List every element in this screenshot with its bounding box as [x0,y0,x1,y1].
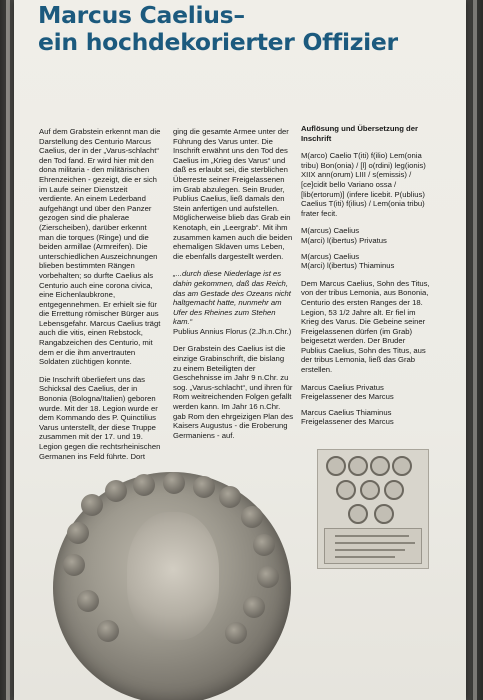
phalera-icon [336,480,356,500]
freedman-2-status: Freigelassener des Marcus [301,417,394,427]
right-rail [473,0,477,700]
title-line-1: Marcus Caelius– [38,1,245,29]
info-panel [14,0,466,700]
head-portrait [127,512,219,640]
inscription-heading: Auflösung und Übersetzung der Inschrift [301,124,419,143]
text-column-2 [173,127,294,448]
roman-medallion-image [53,472,291,700]
phalera-icon [370,456,390,476]
phalera-icon [348,456,368,476]
freedman-1-name: Marcus Caelius Privatus [301,382,384,392]
freedman-1-status: Freigelassener des Marcus [301,392,394,402]
latin-freedman-1-status: M(arci) l(ibertus) Privatus [301,235,387,245]
text-column-1 [39,127,161,469]
phalera-icon [384,480,404,500]
tombstone-drawing [317,449,429,569]
title-line-2: ein hochdekorierter Offizier [38,28,398,56]
latin-freedman-1-name: M(arcus) Caelius [301,226,360,236]
freedman-2-name: Marcus Caelius Thiaminus [301,407,392,417]
left-rail [6,0,10,700]
latin-inscription: M(arco) Caelio T(iti) f(ilio) Lem(onia tribu) Bon(onia) / [l] o(rdini) leg(ionis) XIIX ann(orum) LIII / s(emissis) / [ce]cidit bello Variano ossa / [lib(ertorum)] (infere licebit. P(ublius) Caelius T(iti) f(ilius) / Lem(onia tribu) frater fecit. [301,151,426,218]
text-column-3 [301,124,431,435]
phalera-icon [374,504,394,524]
col2-paragraph-2: Der Grabstein des Caelius ist die einzige Grabinschrift, die bislang zu einem Beteiligten der Geschehnisse im Jahr 9 n.Chr. zu sog. „Varus-schlacht“, und ihren für Rom weitreichenden Folgen gefallt werden kann. Im Jahr 16 n.Chr. gab Rom den ehrgeizigen Plan des Kaisers Augustus - die Eroberung Germaniens - auf. [173,344,294,440]
phalera-icon [348,504,368,524]
florus-quote: „...durch diese Niederlage ist es dahin gekommen, daß das Reich, das am Gestade des Ozeans nicht haltgemacht hatte, nunmehr am Ufer des Rheines zum Stehen kam.“ [173,269,291,327]
quote-author: Publius Annius Florus (2.Jh.n.Chr.) [173,326,292,336]
phalera-icon [326,456,346,476]
col1-paragraph-2: Die Inschrift überliefert uns das Schicksal des Caelius, der in Bononia (Bologna/Italien) geboren wurde. Mit der 18. Legion wurde er dem Kommando des P. Quinctilius Varus unterstellt, der diese Truppe zusammen mit der 17. und 19. Legion gegen die rechtsrheinischen Germanen ins Feld führte. Dort [39,374,161,461]
latin-freedman-2-name: M(arcus) Caelius [301,251,360,261]
phalera-icon [392,456,412,476]
inscription-plate [324,528,422,564]
phalera-icon [360,480,380,500]
col1-paragraph-1: Auf dem Grabstein erkennt man die Darstellung des Centurio Marcus Caelius, der in der „Varus-schlacht“ den Tod fand. Er wird hier mit den dona militaria - den militärischen Ehrenzeichen - gezeigt, die er sich im Laufe seiner Dienstzeit verdiente. An einem Lederband aufgehängt und über den Panzer gezogen sind die phalerae (Zierscheiben), darüber erkennt man die torques (Ringe) und die beiden armillae (Armreifen). Die unterschiedlichen Auszeichnungen blieben bestimmten Rängen vorbehalten; so durfte Caelius als Centurio auch eine corona civica, eine Eichenlaubkrone, entgegennehmen. Er erhielt sie für die Errettung römischer Bürger aus Lebensgefahr. Marcus Caelius trägt auch die vitis, einen Rebstock, Rangabzeichen des Centurio, mit dem er die ihm anvertrauten Soldaten züchtigen konnte. [39,127,161,367]
latin-freedman-2-status: M(arci) l(ibertus) Thiaminus [301,261,395,271]
german-translation: Dem Marcus Caelius, Sohn des Titus, von der tribus Lemonia, aus Bononia, Centurio des ersten Ranges der 18. Legion, 53 1/2 Jahre alt. Er fiel im Krieg des Varus. Die Gebeine seiner Freigelassenen dürfen (im Grab) beigesetzt werden. Der Bruder Publius Caelius, Sohn des Titus, aus der tribus Lemonia, ließ das Grab erstellen. [301,278,430,375]
page-title [38,2,448,56]
col2-paragraph-1: ging die gesamte Armee unter der Führung des Varus unter. Die Inschrift erwähnt uns den Tod des Caelius im „Krieg des Varus“ und daß es erlaubt sei, die sterblichen Überreste seiner Freigelassenen im Grab abzulegen. Sein Bruder, Publius Caelius, ließ damals den Stein anfertigen und aufstellen. Möglicherweise blieb das Grab ein Kenotaph, ein „Leergrab“. Mit ihm zusammen kamen auch die beiden ehemaligen Sklaven ums Leben, die ebenfalls dargestellt werden. [173,127,293,261]
